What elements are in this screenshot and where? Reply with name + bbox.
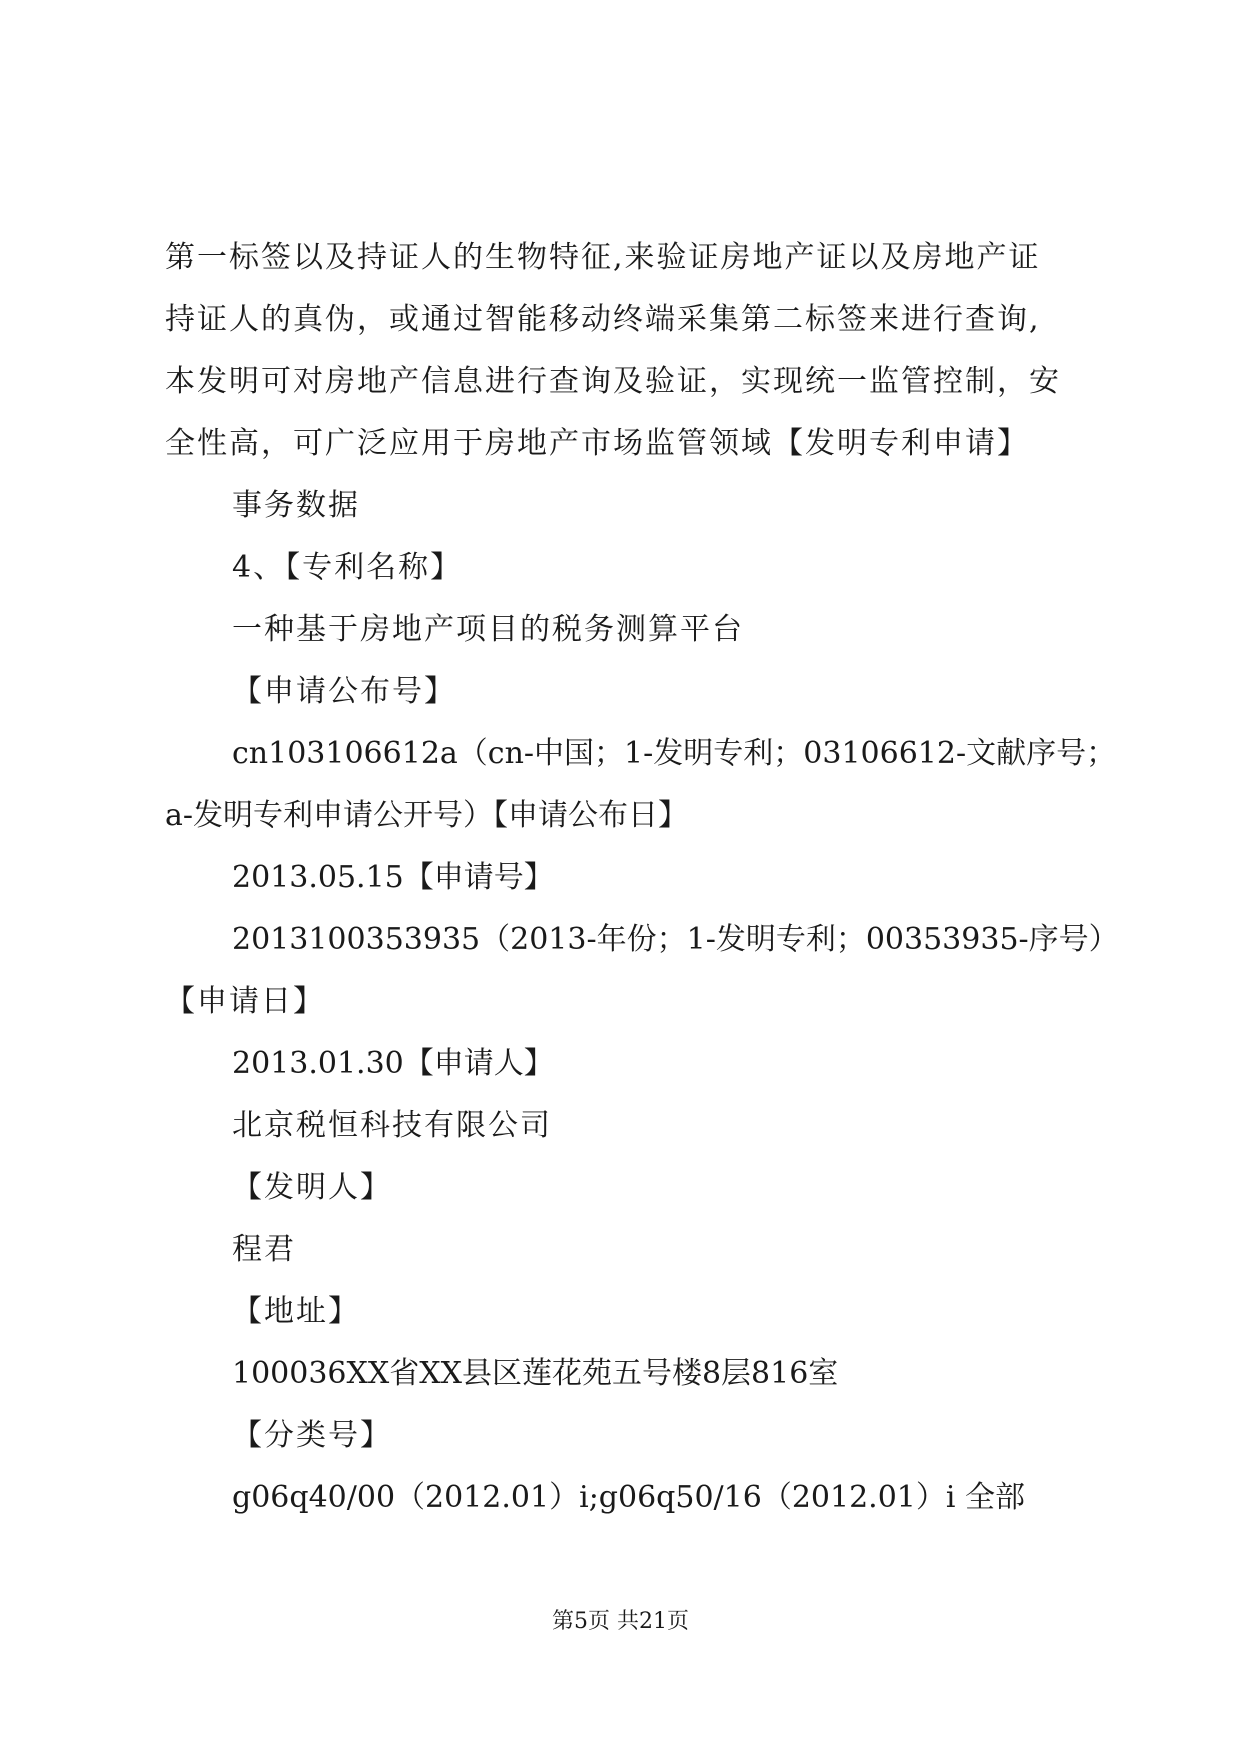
application-number-line: 2013100353935（2013-年份；1-发明专利；00353935-序号） bbox=[232, 922, 1119, 957]
address-heading: 【地址】 bbox=[232, 1294, 360, 1329]
page-footer: 第5页 共21页 bbox=[552, 1609, 689, 1634]
patent-name-value: 一种基于房地产项目的税务测算平台 bbox=[232, 612, 744, 647]
body-line-4: 全性高，可广泛应用于房地产市场监管领域【发明专利申请】 bbox=[165, 426, 1029, 461]
publication-number-continuation: a-发明专利申请公开号）【申请公布日】 bbox=[165, 798, 689, 833]
section-title-transaction-data: 事务数据 bbox=[232, 488, 360, 523]
body-line-2: 持证人的真伪，或通过智能移动终端采集第二标签来进行查询, bbox=[165, 302, 1041, 337]
body-line-3: 本发明可对房地产信息进行查询及验证，实现统一监管控制，安 bbox=[165, 364, 1061, 399]
address-value: 100036XX省XX县区莲花苑五号楼8层816室 bbox=[232, 1356, 839, 1391]
classification-heading: 【分类号】 bbox=[232, 1418, 392, 1453]
publication-date-line: 2013.05.15【申请号】 bbox=[232, 860, 554, 895]
inventor-value: 程君 bbox=[232, 1232, 296, 1267]
application-date-line: 2013.01.30【申请人】 bbox=[232, 1046, 554, 1081]
applicant-value: 北京税恒科技有限公司 bbox=[232, 1108, 552, 1143]
application-date-heading: 【申请日】 bbox=[165, 984, 325, 1019]
patent-name-heading: 4、【专利名称】 bbox=[232, 550, 463, 585]
publication-number-value: cn103106612a（cn-中国；1-发明专利；03106612-文献序号； bbox=[232, 736, 1117, 771]
publication-number-heading: 【申请公布号】 bbox=[232, 674, 456, 709]
body-line-1: 第一标签以及持证人的生物特征,来验证房地产证以及房地产证 bbox=[165, 240, 1041, 275]
inventor-heading: 【发明人】 bbox=[232, 1170, 392, 1205]
classification-value: g06q40/00（2012.01）i;g06q50/16（2012.01）i 全部 bbox=[232, 1480, 1026, 1515]
